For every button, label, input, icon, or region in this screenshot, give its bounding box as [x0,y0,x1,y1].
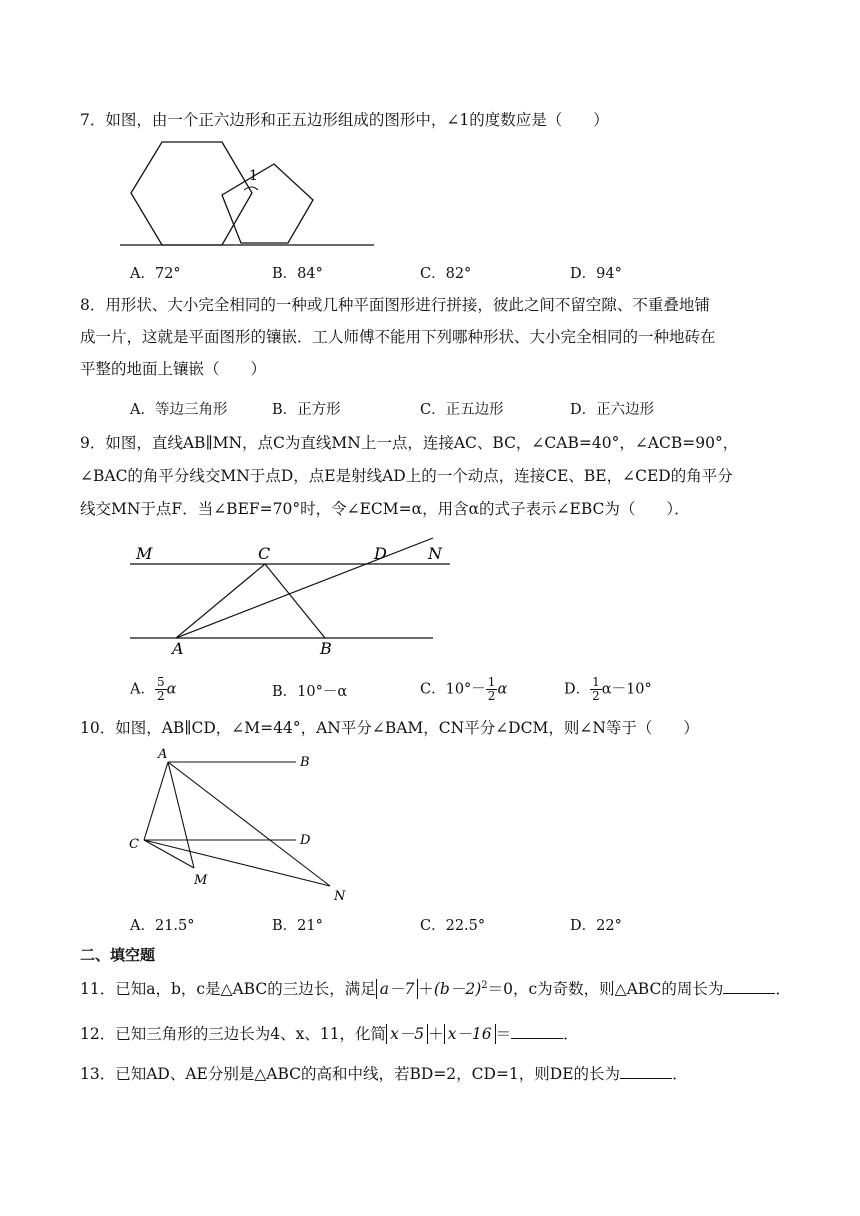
q11-tail: ＝0，c为奇数，则△ABC的周长为 [487,980,724,999]
q10-label-c: C [129,837,139,852]
q9-option-a: A． $\frac{5}{2}$ α [130,675,177,703]
q9-option-c: C．10°－ $\frac{1}{2}$ α [420,675,508,703]
q7-hexagon [131,142,252,245]
q10-stem: 10．如图，AB∥CD，∠M=44°，AN平分∠BAM，CN平分∠DCM，则∠N等于（ ） [80,719,699,737]
q10-option-a: A．21.5° [130,918,195,934]
q10-option-d: D．22° [570,918,622,934]
q12-answer-blank[interactable] [511,1024,563,1039]
q9-option-d: D． $\frac{1}{2}$ α－10° [564,675,652,703]
q11-answer-blank[interactable] [723,979,775,994]
q8-option-b: B．正方形 [272,402,341,418]
q7-option-b: B．84° [272,266,323,282]
q9-option-b: B．10°－α [272,684,348,700]
q7-option-a: A．72° [130,266,181,282]
q10-option-c: C．22.5° [420,918,486,934]
q12-abs-2: x－16 [444,1024,496,1044]
q8-option-c: C．正五边形 [420,402,504,418]
q10-label-d: D [300,833,311,848]
q9-label-d: D [374,544,387,563]
q11-abs-expr: a－7 [376,979,419,999]
q10-segment-am [168,762,194,868]
q9-label-a: A [172,639,184,658]
q13: 13．已知AD、AE分别是△ABC的高和中线，若BD=2，CD=1，则DE的长为 ． [80,1065,688,1083]
q7-pentagon [222,164,313,243]
q10-option-b: B．21° [272,918,323,934]
q13-text: 13．已知AD、AE分别是△ABC的高和中线，若BD=2，CD=1，则DE的长为 [80,1065,621,1083]
q12-abs-1: x－5 [386,1024,428,1044]
q7-angle-arc [244,187,258,190]
q9-line-1: 9．如图，直线AB∥MN，点C为直线MN上一点，连接AC、BC，∠CAB=40°，∠ACB=90°， [80,434,739,452]
q7-stem: 7．如图，由一个正六边形和正五边形组成的图形中，∠1的度数应是（ ） [80,111,609,129]
q7-angle-label: 1 [249,168,258,184]
q8-line-2: 成一片，这就是平面图形的镶嵌．工人师傅不能用下列哪种形状、大小完全相同的一种地砖在 [80,328,716,346]
q11-prefix: 11．已知a，b，c是△ABC的三边长，满足 [80,980,376,999]
q10-label-a: A [158,747,168,762]
q9-label-b: B [320,639,332,658]
q9-label-n: N [428,544,442,563]
q12: 12．已知三角形的三边长为4、x、11，化简 x－5 ＋ x－16 ＝ ． [80,1025,579,1043]
q8-line-1: 8．用形状、大小完全相同的一种或几种平面图形进行拼接，彼此之间不留空隙、不重叠地铺 [80,296,710,314]
q10-label-m: M [194,873,208,888]
q8-line-3: 平整的地面上镶嵌（ ） [80,360,267,378]
section-heading: 二、填空题 [80,946,156,964]
q13-answer-blank[interactable] [620,1064,672,1079]
q12-prefix: 12．已知三角形的三边长为4、x、11，化简 [80,1025,387,1043]
q9-line-3: 线交MN于点F．当∠BEF=70°时，令∠ECM=α，用含α的式子表示∠EBC为（ ）． [80,500,690,518]
q7-option-d: D．94° [570,266,622,282]
q8-option-a: A．等边三角形 [130,402,228,418]
q10-label-b: B [300,755,310,770]
q9-label-c: C [258,544,271,563]
q10-segment-cm [144,840,194,868]
q7-option-c: C．82° [420,266,472,282]
q9-line-2: ∠BAC的角平分线交MN于点D，点E是射线AD上的一个动点，连接CE、BE，∠CED的角平分 [80,467,733,485]
q7-figure [118,138,378,250]
q10-figure [124,744,354,904]
q9-ray-ad [176,538,433,638]
q9-segment-ac [176,564,265,638]
q11: 11．已知a，b，c是△ABC的三边长，满足 $a-7 +(b-2)^2=0$，c为奇数，则△ABC的周长为 ． [80,980,791,999]
q9-segment-bc [265,564,325,638]
q9-label-m: M [136,544,153,563]
q9-figure [128,535,458,660]
q10-segment-ac [144,762,168,840]
q8-option-d: D．正六边形 [570,402,655,418]
q11-paren-expr: (b－2) [433,980,482,999]
q10-label-n: N [334,889,346,904]
